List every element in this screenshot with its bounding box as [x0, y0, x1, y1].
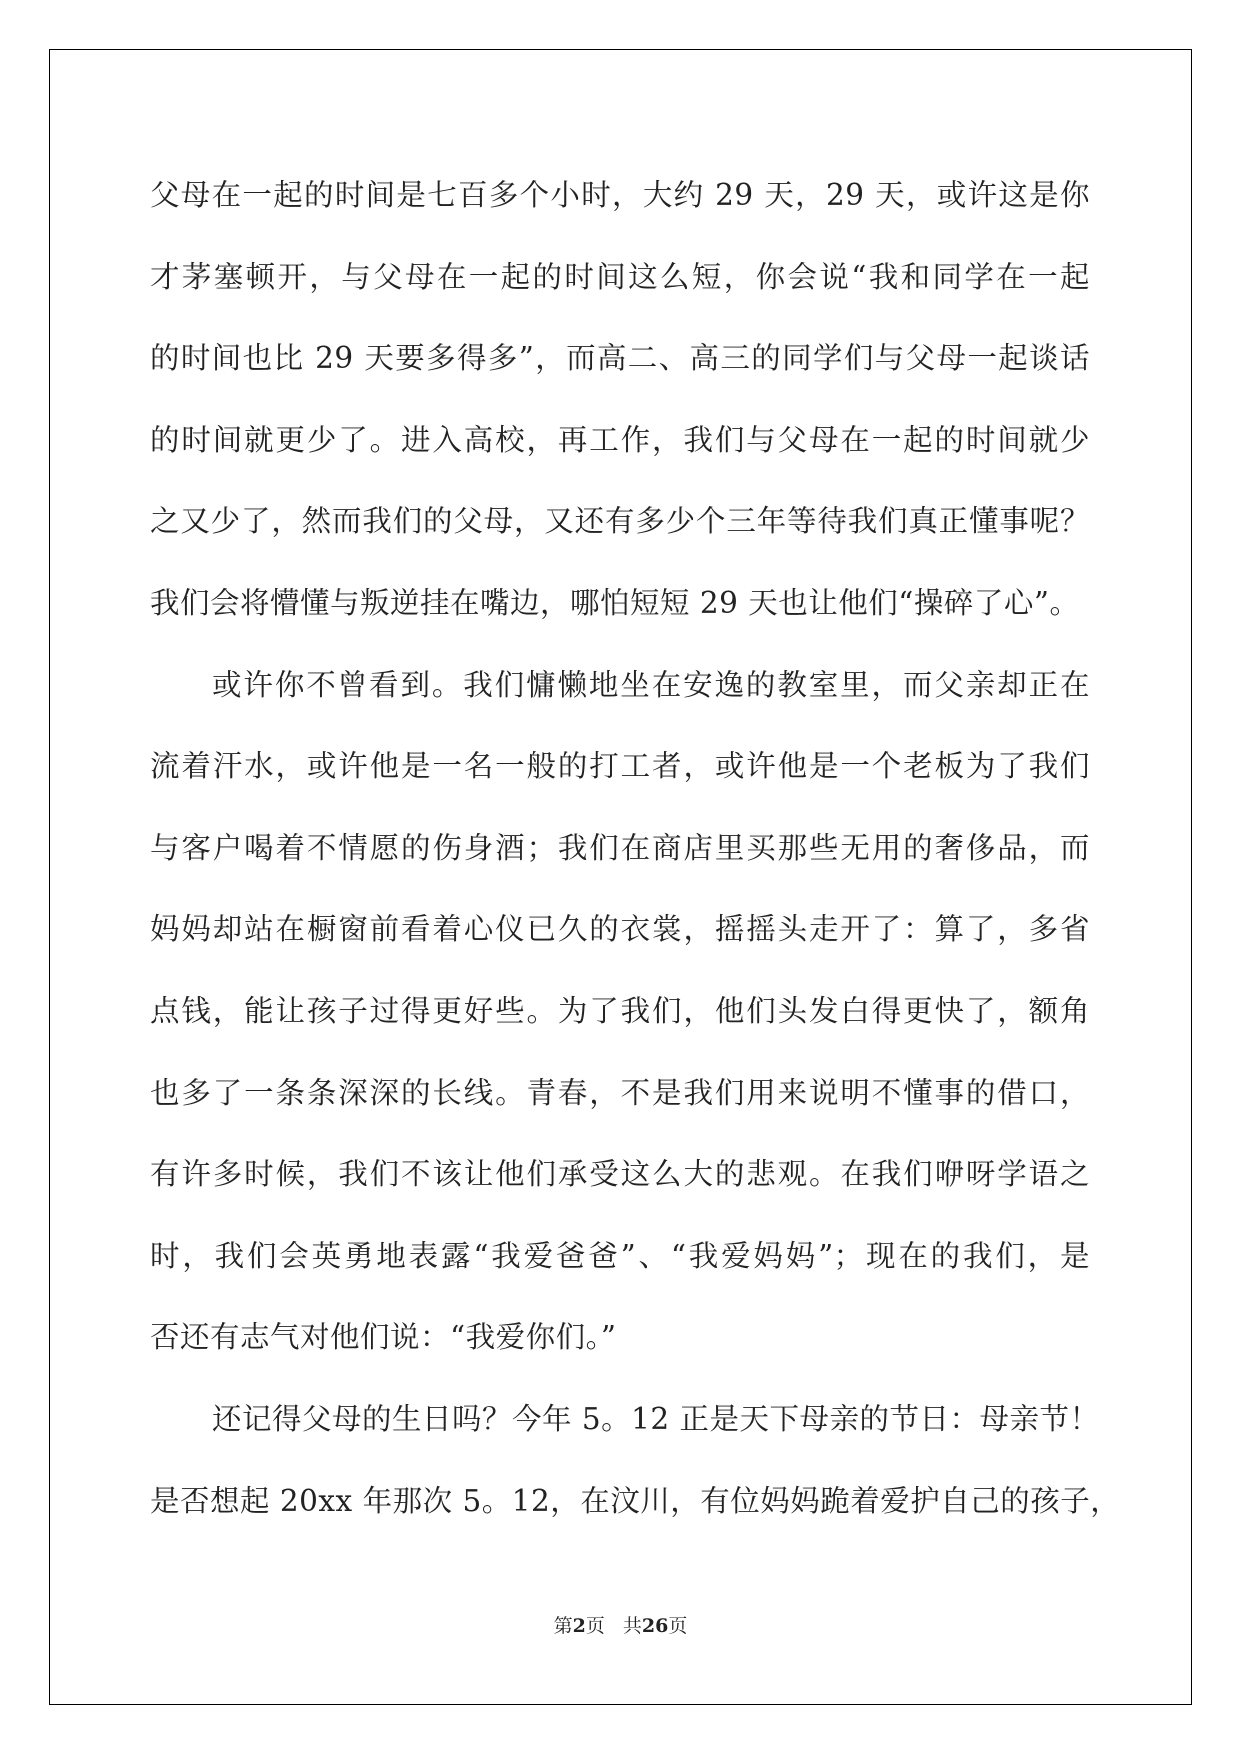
text-line: 才茅塞顿开，与父母在一起的时间这么短，你会说“我和同学在一起 — [150, 259, 1090, 294]
text-line: 点钱，能让孩子过得更好些。为了我们，他们头发白得更快了，额角 — [150, 993, 1090, 1028]
text-line: 也多了一条条深深的长线。青春，不是我们用来说明不懂事的借口， — [150, 1075, 1090, 1110]
text-line: 时，我们会英勇地表露“我爱爸爸”、“我爱妈妈”；现在的我们，是 — [150, 1238, 1090, 1273]
document-body — [150, 155, 1121, 1542]
page-number: 2 — [572, 1615, 586, 1637]
page-footer — [0, 1611, 1241, 1638]
text-line: 与客户喝着不情愿的伤身酒；我们在商店里买那些无用的奢侈品，而 — [150, 830, 1090, 865]
text-line: 有许多时候，我们不该让他们承受这么大的悲观。在我们咿呀学语之 — [150, 1157, 1090, 1192]
text-line: 是否想起 20xx 年那次 5。12，在汶川，有位妈妈跪着爱护自己的孩子， — [150, 1483, 1121, 1518]
text-line: 妈妈却站在橱窗前看着心仪已久的衣裳，摇摇头走开了：算了，多省 — [150, 912, 1090, 947]
text-line: 之又少了，然而我们的父母，又还有多少个三年等待我们真正懂事呢？ — [150, 504, 1090, 539]
total-suffix: 页 — [668, 1615, 688, 1637]
text-line: 父母在一起的时间是七百多个小时，大约 29 天，29 天，或许这是你 — [150, 178, 1090, 212]
text-line: 否还有志气对他们说：“我爱你们。” — [150, 1320, 617, 1355]
text-line: 的时间就更少了。进入高校，再工作，我们与父母在一起的时间就少 — [150, 422, 1090, 457]
page-suffix: 页 — [585, 1615, 605, 1637]
total-prefix: 共 — [622, 1615, 642, 1637]
paragraph-start-line: 还记得父母的生日吗？今年 5。12 正是天下母亲的节日：母亲节！ — [212, 1401, 1100, 1436]
paragraph-start-line: 或许你不曾看到。我们慵懒地坐在安逸的教室里，而父亲却正在 — [212, 667, 1090, 702]
text-line: 的时间也比 29 天要多得多”，而高二、高三的同学们与父母一起谈话 — [150, 341, 1090, 376]
text-line: 我们会将懵懂与叛逆挂在嘴边，哪怕短短 29 天也让他们“操碎了心”。 — [150, 585, 1080, 620]
page-prefix: 第 — [553, 1615, 573, 1637]
text-line: 流着汗水，或许他是一名一般的打工者，或许他是一个老板为了我们 — [150, 749, 1090, 784]
total-pages: 26 — [641, 1615, 669, 1637]
